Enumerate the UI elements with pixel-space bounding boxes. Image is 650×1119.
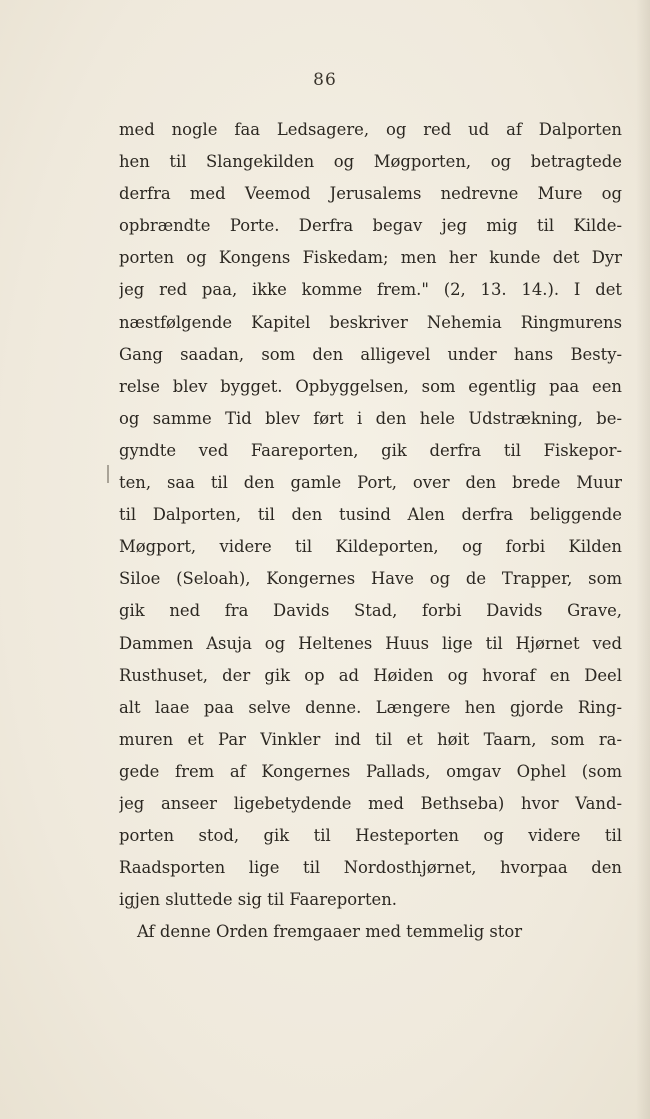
- margin-mark: [107, 465, 109, 483]
- text-line: porten og Kongens Fiskedam; men her kunde det Dyr: [119, 248, 622, 268]
- text-line: jeg red paa, ikke komme frem." (2, 13. 14.). I det: [119, 280, 622, 300]
- text-line: med nogle faa Ledsagere, og red ud af Dalporten: [119, 120, 622, 139]
- text-line: Dammen Asuja og Heltenes Huus lige til Hjørnet ved: [119, 633, 622, 653]
- page-edge-shadow: [636, 0, 650, 1119]
- text-line: gede frem af Kongernes Pallads, omgav Ophel (som: [119, 761, 622, 781]
- text-line: Gang saadan, som den alligevel under hans Besty-: [119, 344, 622, 364]
- text-line: Rusthuset, der gik op ad Høiden og hvoraf en Deel: [119, 665, 622, 685]
- text-line: gyndte ved Faareporten, gik derfra til Fiskepor-: [119, 440, 622, 460]
- text-line: porten stod, gik til Hesteporten og videre til: [119, 826, 622, 846]
- text-line: relse blev bygget. Opbyggelsen, som egentlig paa een: [119, 376, 622, 396]
- text-line: Af denne Orden fremgaaer med temmelig stor: [137, 922, 523, 942]
- text-line: igjen sluttede sig til Faareporten.: [119, 890, 397, 910]
- text-line: hen til Slangekilden og Møgporten, og betragtede: [119, 152, 622, 172]
- text-line: jeg anseer ligebetydende med Bethseba) hvor Vand-: [119, 793, 622, 813]
- text-line: og samme Tid blev ført i den hele Udstrækning, be-: [119, 408, 622, 428]
- text-line: alt laae paa selve denne. Længere hen gjorde Ring-: [119, 697, 622, 717]
- text-line: muren et Par Vinkler ind til et høit Taarn, som ra-: [119, 729, 622, 749]
- text-line: Raadsporten lige til Nordosthjørnet, hvorpaa den: [119, 858, 622, 878]
- body-text: [119, 114, 622, 948]
- page-number: 86: [313, 70, 337, 90]
- text-line: Møgport, videre til Kildeporten, og forbi Kilden: [119, 537, 622, 557]
- text-line: ten, saa til den gamle Port, over den brede Muur: [119, 473, 622, 493]
- text-line: derfra med Veemod Jerusalems nedrevne Mure og: [119, 184, 622, 204]
- text-line: til Dalporten, til den tusind Alen derfra beliggende: [119, 505, 622, 525]
- text-line: næstfølgende Kapitel beskriver Nehemia Ringmurens: [119, 312, 622, 332]
- text-line: gik ned fra Davids Stad, forbi Davids Grave,: [119, 601, 622, 621]
- text-line: opbrændte Porte. Derfra begav jeg mig til Kilde-: [119, 216, 622, 236]
- text-line: Siloe (Seloah), Kongernes Have og de Trapper, som: [119, 569, 622, 589]
